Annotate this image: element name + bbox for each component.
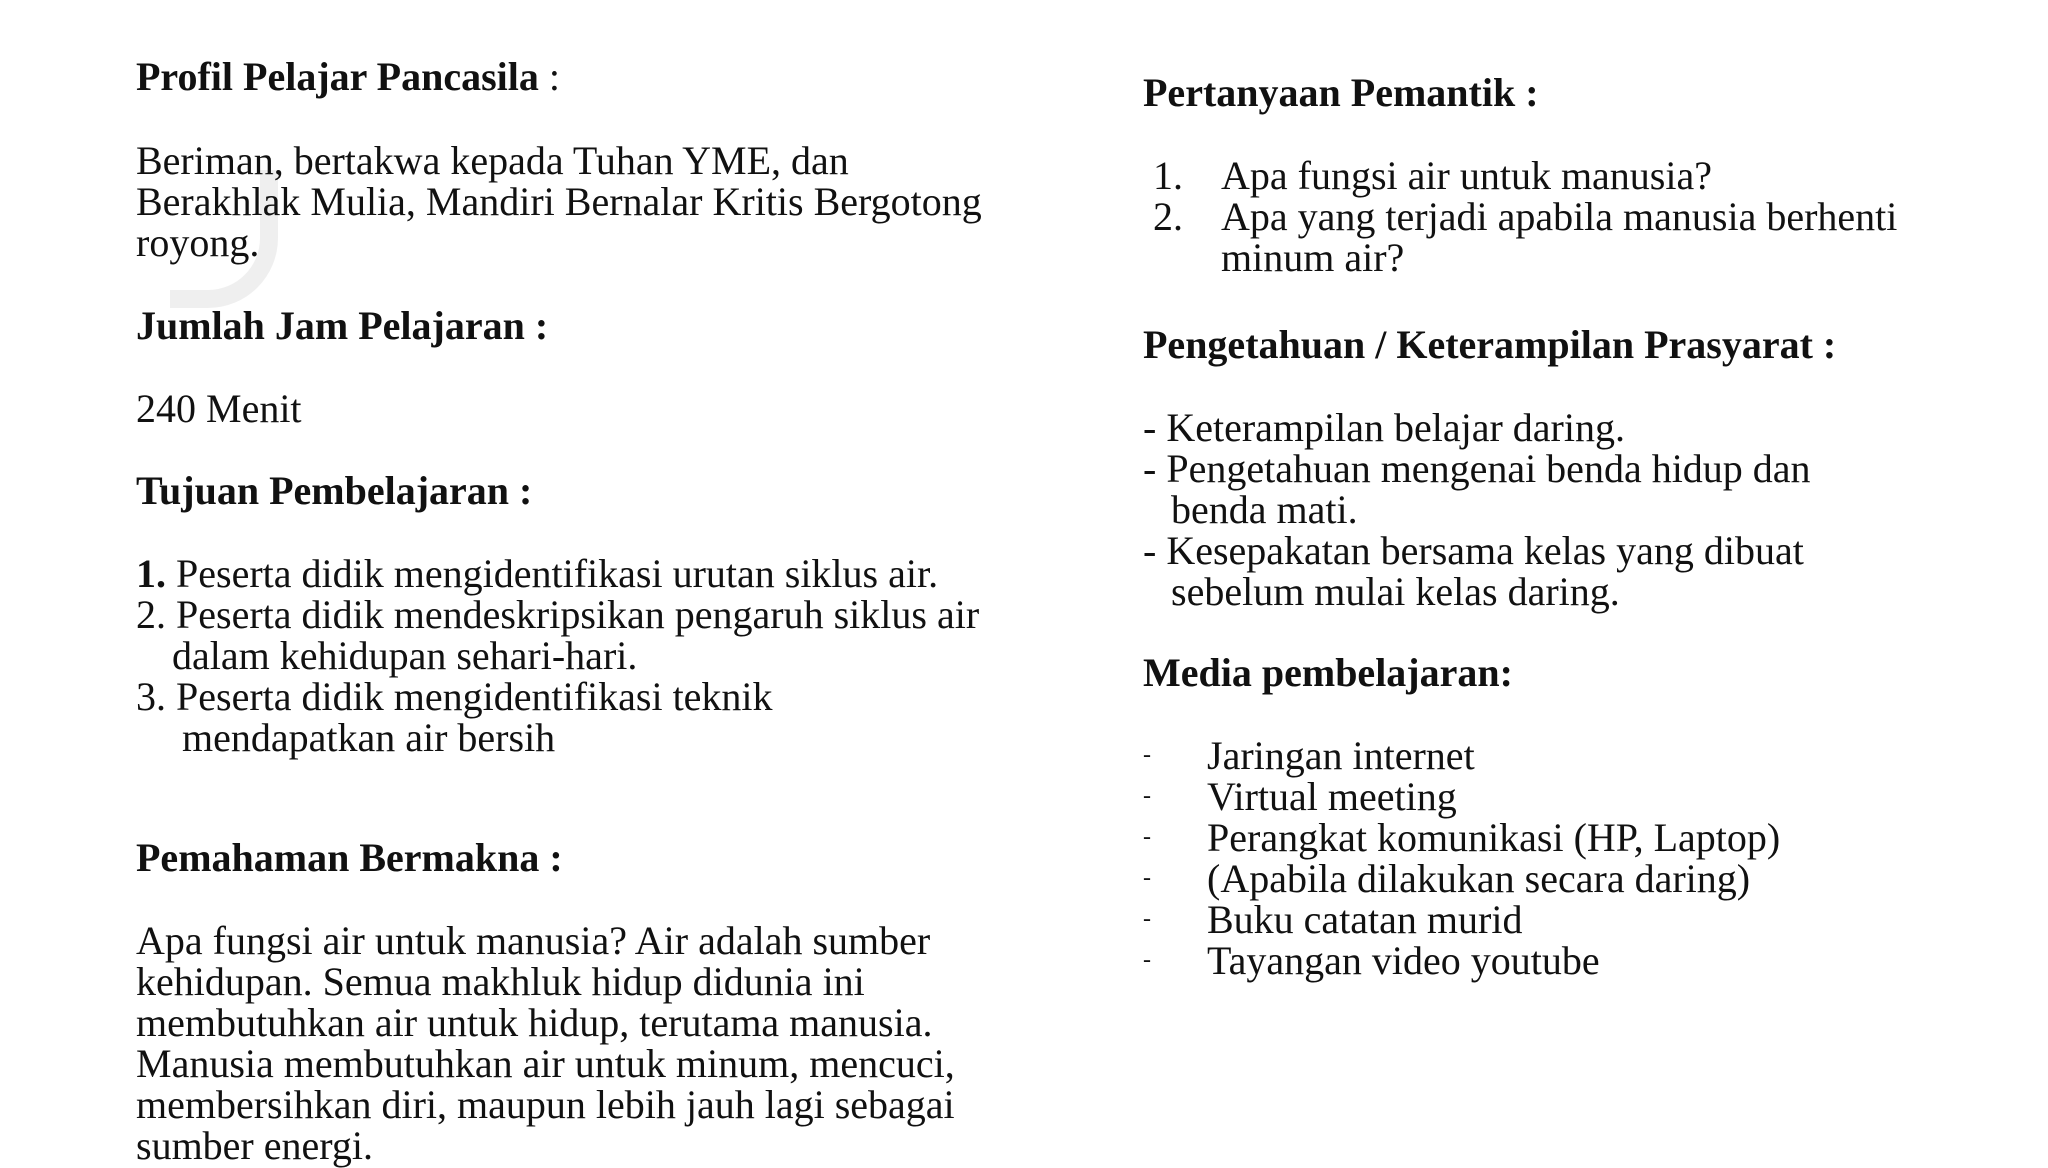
pertanyaan-item-1-text: Apa fungsi air untuk manusia? bbox=[1221, 153, 1712, 198]
prasyarat-item-2-line-2: benda mati. bbox=[1171, 487, 1358, 532]
profil-line: Beriman, bertakwa kepada Tuhan YME, dan bbox=[136, 138, 849, 183]
profil-line: royong. bbox=[136, 220, 260, 265]
prasyarat-list bbox=[1143, 407, 2013, 612]
pemahaman-line: Manusia membutuhkan air untuk minum, mencuci, bbox=[136, 1041, 955, 1086]
pemahaman-paragraph bbox=[136, 920, 1116, 1166]
jumlah-jam-heading: Jumlah Jam Pelajaran : bbox=[136, 303, 549, 348]
media-bullet: - bbox=[1143, 865, 1151, 891]
prasyarat-item-3-line-1: - Kesepakatan bersama kelas yang dibuat bbox=[1143, 528, 1804, 573]
tujuan-item-3-line-2: mendapatkan air bersih bbox=[182, 715, 556, 760]
prasyarat-heading: Pengetahuan / Keterampilan Prasyarat : bbox=[1143, 322, 1837, 367]
tujuan-item-2-line-2: dalam kehidupan sehari-hari. bbox=[172, 633, 638, 678]
media-item bbox=[1143, 858, 2013, 899]
media-list bbox=[1143, 735, 2013, 981]
media-item-text: Tayangan video youtube bbox=[1207, 938, 1600, 983]
tujuan-item-1-text: Peserta didik mengidentifikasi urutan siklus air. bbox=[166, 551, 939, 596]
pemahaman-line: sumber energi. bbox=[136, 1123, 373, 1168]
pertanyaan-list bbox=[1143, 155, 2013, 278]
pemahaman-line: membutuhkan air untuk hidup, terutama manusia. bbox=[136, 1000, 933, 1045]
media-item-text: Perangkat komunikasi (HP, Laptop) bbox=[1207, 815, 1781, 860]
pemahaman-line: membersihkan diri, maupun lebih jauh lagi sebagai bbox=[136, 1082, 955, 1127]
media-bullet: - bbox=[1143, 947, 1151, 973]
pertanyaan-item-2-line-2: minum air? bbox=[1221, 235, 1405, 280]
tujuan-list bbox=[136, 553, 1116, 758]
media-item-text: Buku catatan murid bbox=[1207, 897, 1523, 942]
pemahaman-line: Apa fungsi air untuk manusia? Air adalah sumber bbox=[136, 918, 931, 963]
prasyarat-item-1: - Keterampilan belajar daring. bbox=[1143, 405, 1625, 450]
pemahaman-line: kehidupan. Semua makhluk hidup didunia ini bbox=[136, 959, 865, 1004]
profil-heading-colon: : bbox=[538, 54, 561, 99]
tujuan-item-1 bbox=[136, 553, 1116, 594]
pertanyaan-heading: Pertanyaan Pemantik : bbox=[1143, 70, 1539, 115]
media-heading: Media pembelajaran: bbox=[1143, 650, 1513, 695]
tujuan-heading: Tujuan Pembelajaran : bbox=[136, 468, 533, 513]
media-item-text: (Apabila dilakukan secara daring) bbox=[1207, 856, 1751, 901]
profil-description bbox=[136, 140, 1116, 263]
prasyarat-item-3-line-2: sebelum mulai kelas daring. bbox=[1171, 569, 1620, 614]
media-bullet: - bbox=[1143, 906, 1151, 932]
jumlah-jam-value: 240 Menit bbox=[136, 386, 302, 431]
media-bullet: - bbox=[1143, 783, 1151, 809]
pertanyaan-item-1-number: 1. bbox=[1153, 153, 1183, 198]
pemahaman-heading: Pemahaman Bermakna : bbox=[136, 835, 563, 880]
tujuan-item-1-number: 1. bbox=[136, 551, 166, 596]
profil-line: Berakhlak Mulia, Mandiri Bernalar Kritis Bergotong bbox=[136, 179, 982, 224]
media-item bbox=[1143, 940, 2013, 981]
media-item-text: Virtual meeting bbox=[1207, 774, 1457, 819]
pertanyaan-item-2 bbox=[1143, 196, 2013, 278]
pertanyaan-item-2-number: 2. bbox=[1153, 194, 1183, 239]
tujuan-item-3-line-1: 3. Peserta didik mengidentifikasi teknik bbox=[136, 674, 773, 719]
media-item bbox=[1143, 776, 2013, 817]
media-item-text: Jaringan internet bbox=[1207, 733, 1475, 778]
media-bullet: - bbox=[1143, 824, 1151, 850]
media-item bbox=[1143, 817, 2013, 858]
prasyarat-item-2-line-1: - Pengetahuan mengenai benda hidup dan bbox=[1143, 446, 1811, 491]
media-item bbox=[1143, 899, 2013, 940]
profil-heading-text: Profil Pelajar Pancasila bbox=[136, 54, 539, 99]
media-item bbox=[1143, 735, 2013, 776]
tujuan-item-2-line-1: 2. Peserta didik mendeskripsikan pengaruh siklus air bbox=[136, 592, 980, 637]
pertanyaan-item-2-line-1: Apa yang terjadi apabila manusia berhenti bbox=[1221, 194, 1898, 239]
profil-heading bbox=[136, 56, 560, 97]
pertanyaan-item-1 bbox=[1143, 155, 2013, 196]
media-bullet: - bbox=[1143, 742, 1151, 768]
